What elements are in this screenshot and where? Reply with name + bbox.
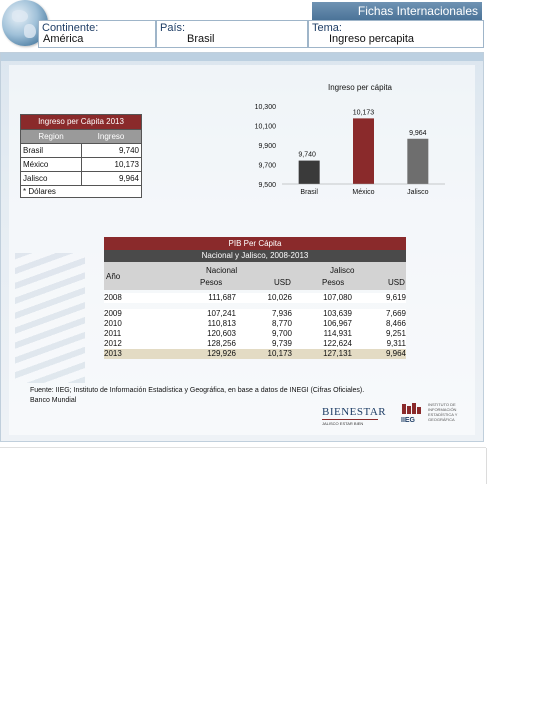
iieg-logo (398, 400, 482, 428)
bar-brasil (299, 161, 320, 184)
group-jalisco: Jalisco (330, 266, 355, 275)
pib-table-header (104, 262, 406, 290)
bienestar-logo-text: BIENESTAR (322, 406, 387, 418)
group-nacional: Nacional (206, 266, 238, 275)
col-jal-usd: USD (388, 278, 405, 287)
x-tick-label: México (352, 189, 375, 196)
pib-table-title: PIB Per Cápita (104, 237, 406, 250)
y-tick-label: 9,900 (258, 143, 276, 150)
continente-label: Continente: (42, 22, 99, 34)
source-note (30, 386, 410, 406)
table-row: 2009 107,241 7,936 103,639 7,669 (104, 309, 406, 318)
table-row: Jalisco 9,964 (21, 171, 141, 185)
y-axis (255, 104, 277, 189)
tema-value: Ingreso percapita (329, 33, 414, 45)
pais-field[interactable] (156, 20, 308, 48)
bar-mxico (353, 118, 374, 184)
col-jal-pesos: Pesos (322, 278, 345, 287)
table-note: * Dólares (21, 185, 141, 197)
divider (486, 448, 487, 484)
app-title: Fichas Internacionales (312, 2, 482, 20)
table-row: Brasil 9,740 (21, 143, 141, 157)
bar-value-label: 9,740 (298, 151, 316, 159)
ingreso-table-title: Ingreso per Cápita 2013 (21, 115, 141, 129)
ingreso-bar-chart (230, 80, 450, 202)
continente-value: América (43, 33, 84, 45)
table-row: 2008 111,687 10,026 107,080 9,619 (104, 293, 406, 302)
tema-field[interactable] (308, 20, 484, 48)
table-row: 2012 128,256 9,739 122,624 9,311 (104, 339, 406, 348)
x-tick-label: Jalisco (407, 189, 429, 196)
table-row-highlighted: 2013 129,926 10,173 127,131 9,964 (104, 349, 406, 358)
iieg-logo-caption: INSTITUTO DE INFORMACIÓN ESTADÍSTICA Y GEOGRÁFICA (428, 402, 458, 422)
continente-field[interactable] (38, 20, 156, 48)
pib-table (104, 237, 406, 359)
ingreso-table (20, 114, 142, 198)
iieg-logo-text: IIEG (401, 417, 416, 424)
x-tick-label: Brasil (300, 189, 318, 196)
header (0, 0, 540, 50)
bar-value-label: 10,173 (352, 109, 375, 117)
iieg-logo-icon (400, 402, 426, 424)
table-row: 2011 120,603 9,700 114,931 9,251 (104, 329, 406, 338)
bar-value-label: 9,964 (409, 129, 427, 137)
col-ingreso: Ingreso (97, 132, 125, 141)
table-row: 2010 110,813 8,770 106,967 8,466 (104, 319, 406, 328)
source-line: Fuente: IIEG; Instituto de Información Estadística y Geográfica, en base a datos de INEGI (Cifras Oficiales). (30, 387, 365, 394)
table-row: México 10,173 (21, 157, 141, 171)
y-tick-label: 9,700 (258, 162, 276, 170)
bar-jalisco (407, 139, 428, 184)
y-tick-label: 9,500 (258, 182, 276, 189)
background-decoration (15, 253, 85, 383)
bienestar-logo (322, 406, 387, 428)
divider (0, 447, 486, 448)
pais-value: Brasil (187, 33, 215, 45)
col-region: Region (38, 132, 64, 141)
bars (298, 109, 428, 196)
ingreso-table-header (21, 129, 141, 143)
y-tick-label: 10,100 (254, 123, 276, 131)
col-nac-usd: USD (274, 278, 291, 287)
source-line: Banco Mundial (30, 397, 77, 404)
pib-table-subtitle: Nacional y Jalisco, 2008-2013 (104, 250, 406, 262)
pais-label: País: (160, 22, 186, 34)
chart-title: Ingreso per cápita (327, 83, 393, 92)
bienestar-logo-sub: JALISCO ESTAR BIEN (322, 421, 364, 426)
col-nac-pesos: Pesos (200, 278, 223, 287)
tema-label: Tema: (312, 22, 342, 34)
y-tick-label: 10,300 (254, 104, 276, 111)
col-year: Año (106, 272, 121, 281)
